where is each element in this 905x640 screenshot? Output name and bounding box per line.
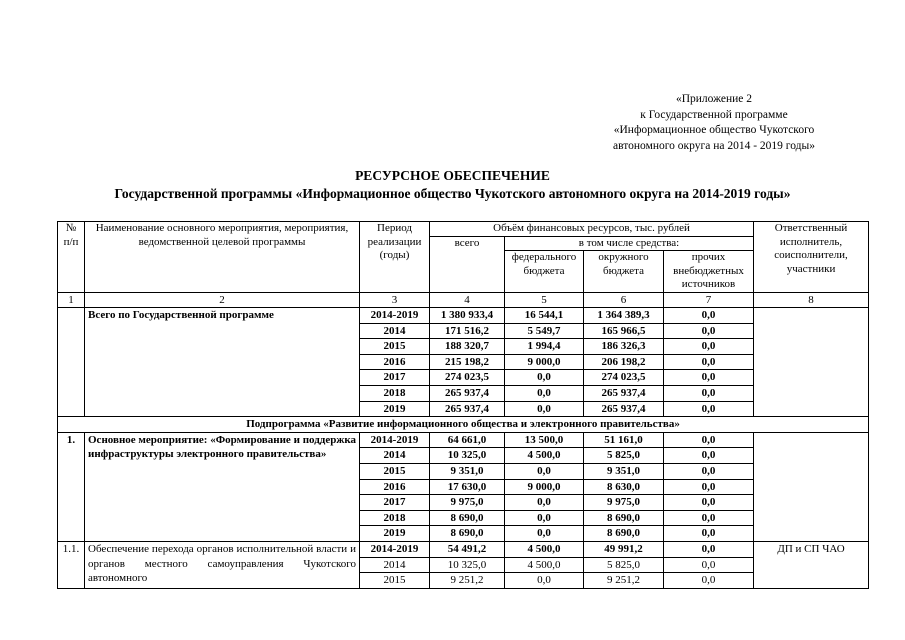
federal-cell: 0,0 <box>505 526 584 542</box>
column-numbers-row <box>58 292 869 308</box>
appendix-line-4: автономного округа на 2014 - 2019 годы» <box>613 139 815 152</box>
federal-cell: 13 500,0 <box>505 432 584 448</box>
appendix-line-1: «Приложение 2 <box>675 93 753 105</box>
period-cell: 2014 <box>360 448 430 464</box>
period-cell: 2014 <box>360 557 430 573</box>
total-cell: 8 690,0 <box>430 526 505 542</box>
district-cell: 274 023,5 <box>584 370 664 386</box>
federal-cell: 9 000,0 <box>505 479 584 495</box>
federal-cell: 0,0 <box>505 370 584 386</box>
federal-cell: 0,0 <box>505 386 584 402</box>
document-subtitle: Государственной программы «Информационное общество Чукотского автономного округа на 2014-2019 годы» <box>114 186 791 201</box>
district-cell: 206 198,2 <box>584 354 664 370</box>
period-cell: 2017 <box>360 370 430 386</box>
district-cell: 9 251,2 <box>584 573 664 589</box>
period-cell: 2016 <box>360 479 430 495</box>
row-num: 1. <box>58 432 85 541</box>
other-cell: 0,0 <box>664 323 754 339</box>
row-num <box>58 308 85 417</box>
federal-cell: 0,0 <box>505 401 584 417</box>
other-cell: 0,0 <box>664 510 754 526</box>
header-federal: федерального бюджета <box>505 251 584 293</box>
district-cell: 51 161,0 <box>584 432 664 448</box>
responsible-cell: ДП и СП ЧАО <box>754 542 869 589</box>
district-cell: 186 326,3 <box>584 339 664 355</box>
row-num: 1.1. <box>58 542 85 589</box>
federal-cell: 4 500,0 <box>505 448 584 464</box>
total-cell: 274 023,5 <box>430 370 505 386</box>
total-cell: 64 661,0 <box>430 432 505 448</box>
other-cell: 0,0 <box>664 339 754 355</box>
other-cell: 0,0 <box>664 432 754 448</box>
period-cell: 2015 <box>360 339 430 355</box>
district-cell: 9 351,0 <box>584 464 664 480</box>
appendix-line-2: к Государственной программе <box>640 108 788 121</box>
district-cell: 5 825,0 <box>584 448 664 464</box>
header-name: Наименование основного мероприятия, мероприятия, ведомственной целевой программы <box>85 222 360 293</box>
total-cell: 10 325,0 <box>430 557 505 573</box>
district-cell: 5 825,0 <box>584 557 664 573</box>
responsible-cell <box>754 432 869 541</box>
header-district: окружного бюджета <box>584 251 664 293</box>
column-number: 8 <box>754 292 869 308</box>
period-cell: 2014 <box>360 323 430 339</box>
column-number: 3 <box>360 292 430 308</box>
subprogram-title: Подпрограмма «Развитие информационного общества и электронного правительства» <box>58 417 869 433</box>
total-cell: 188 320,7 <box>430 339 505 355</box>
federal-cell: 9 000,0 <box>505 354 584 370</box>
total-cell: 265 937,4 <box>430 386 505 402</box>
table-row <box>58 542 869 558</box>
other-cell: 0,0 <box>664 479 754 495</box>
other-cell: 0,0 <box>664 542 754 558</box>
total-cell: 10 325,0 <box>430 448 505 464</box>
other-cell: 0,0 <box>664 448 754 464</box>
district-cell: 265 937,4 <box>584 401 664 417</box>
period-cell: 2014-2019 <box>360 542 430 558</box>
appendix-note <box>584 92 844 154</box>
period-cell: 2019 <box>360 401 430 417</box>
document-title: РЕСУРСНОЕ ОБЕСПЕЧЕНИЕ <box>355 168 550 183</box>
resource-table <box>57 221 869 589</box>
federal-cell: 1 994,4 <box>505 339 584 355</box>
district-cell: 8 690,0 <box>584 510 664 526</box>
other-cell: 0,0 <box>664 354 754 370</box>
other-cell: 0,0 <box>664 401 754 417</box>
header-volume: Объём финансовых ресурсов, тыс. рублей <box>430 222 754 237</box>
federal-cell: 4 500,0 <box>505 542 584 558</box>
district-cell: 1 364 389,3 <box>584 308 664 324</box>
column-number: 5 <box>505 292 584 308</box>
other-cell: 0,0 <box>664 370 754 386</box>
total-cell: 8 690,0 <box>430 510 505 526</box>
district-cell: 9 975,0 <box>584 495 664 511</box>
column-number: 6 <box>584 292 664 308</box>
header-other: прочих внебюджетных источников <box>664 251 754 293</box>
federal-cell: 0,0 <box>505 573 584 589</box>
district-cell: 8 630,0 <box>584 479 664 495</box>
other-cell: 0,0 <box>664 526 754 542</box>
header-num: № п/п <box>58 222 85 293</box>
period-cell: 2014-2019 <box>360 432 430 448</box>
header-period: Период реализации (годы) <box>360 222 430 293</box>
federal-cell: 0,0 <box>505 510 584 526</box>
total-cell: 9 251,2 <box>430 573 505 589</box>
district-cell: 165 966,5 <box>584 323 664 339</box>
other-cell: 0,0 <box>664 464 754 480</box>
total-cell: 265 937,4 <box>430 401 505 417</box>
other-cell: 0,0 <box>664 495 754 511</box>
other-cell: 0,0 <box>664 386 754 402</box>
period-cell: 2019 <box>360 526 430 542</box>
period-cell: 2016 <box>360 354 430 370</box>
total-cell: 1 380 933,4 <box>430 308 505 324</box>
federal-cell: 0,0 <box>505 464 584 480</box>
federal-cell: 4 500,0 <box>505 557 584 573</box>
period-cell: 2018 <box>360 386 430 402</box>
period-cell: 2015 <box>360 573 430 589</box>
appendix-line-3: «Информационное общество Чукотского <box>613 124 815 136</box>
responsible-cell <box>754 308 869 417</box>
subprogram-row <box>58 417 869 433</box>
row-name: Всего по Государственной программе <box>85 308 360 417</box>
other-cell: 0,0 <box>664 573 754 589</box>
total-cell: 54 491,2 <box>430 542 505 558</box>
row-name: Обеспечение перехода органов исполнительной власти и органов местного самоуправления Чукотского автономного <box>85 542 360 589</box>
district-cell: 265 937,4 <box>584 386 664 402</box>
column-number: 1 <box>58 292 85 308</box>
period-cell: 2014-2019 <box>360 308 430 324</box>
total-cell: 171 516,2 <box>430 323 505 339</box>
total-cell: 215 198,2 <box>430 354 505 370</box>
federal-cell: 5 549,7 <box>505 323 584 339</box>
district-cell: 49 991,2 <box>584 542 664 558</box>
header-total: всего <box>430 236 505 292</box>
period-cell: 2017 <box>360 495 430 511</box>
row-name: Основное мероприятие: «Формирование и поддержка инфраструктуры электронного правительства» <box>85 432 360 541</box>
total-cell: 9 351,0 <box>430 464 505 480</box>
column-number: 2 <box>85 292 360 308</box>
total-cell: 9 975,0 <box>430 495 505 511</box>
period-cell: 2015 <box>360 464 430 480</box>
header-row <box>58 222 869 237</box>
federal-cell: 0,0 <box>505 495 584 511</box>
district-cell: 8 690,0 <box>584 526 664 542</box>
table-row <box>58 432 869 448</box>
column-number: 4 <box>430 292 505 308</box>
other-cell: 0,0 <box>664 308 754 324</box>
other-cell: 0,0 <box>664 557 754 573</box>
table-row <box>58 308 869 324</box>
federal-cell: 16 544,1 <box>505 308 584 324</box>
period-cell: 2018 <box>360 510 430 526</box>
header-responsible: Ответственный исполнитель, соисполнители, участники <box>754 222 869 293</box>
column-number: 7 <box>664 292 754 308</box>
total-cell: 17 630,0 <box>430 479 505 495</box>
header-including: в том числе средства: <box>505 236 754 251</box>
